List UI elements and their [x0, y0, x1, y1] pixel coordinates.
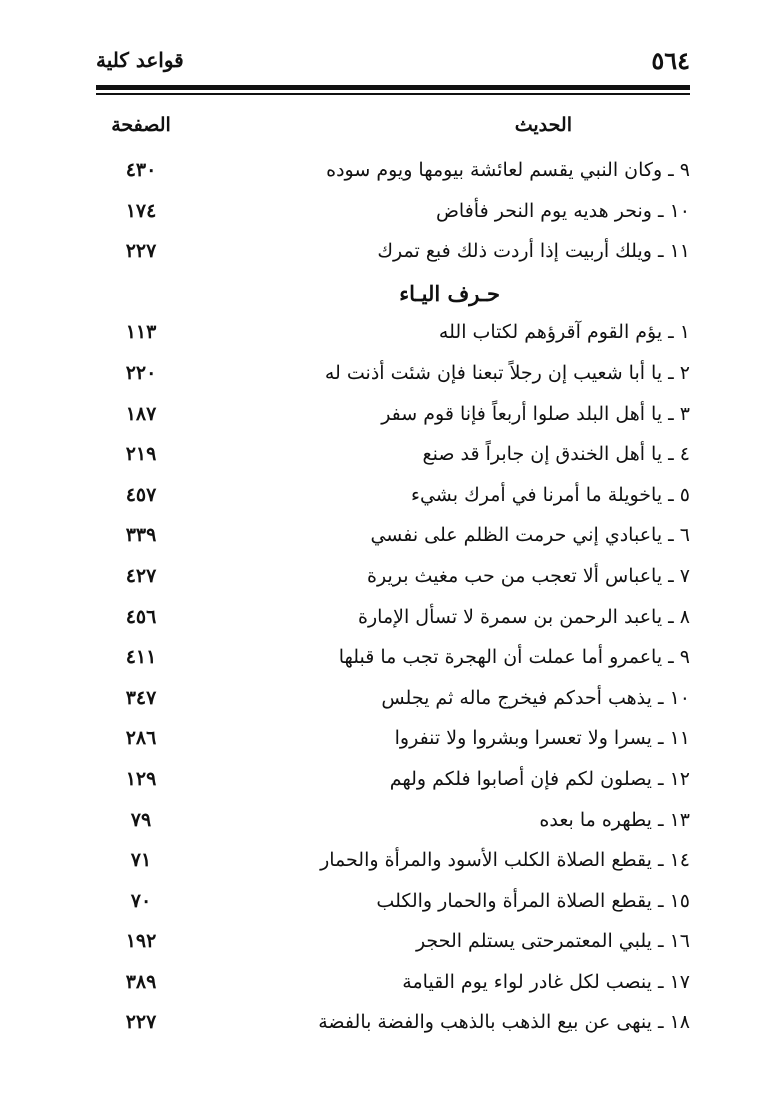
page-reference: ٢٢٠	[125, 361, 157, 384]
page-reference: ٢١٩	[125, 443, 157, 466]
index-row	[96, 886, 690, 927]
page-header	[96, 42, 690, 82]
hadith-text: ١٦ ـ يلبي المعتمرحتى يستلم الحجر	[415, 930, 690, 953]
page-reference: ٤٢٧	[125, 564, 157, 587]
page-reference: ٧١	[130, 849, 152, 872]
index-row	[96, 520, 690, 561]
index-row	[96, 561, 690, 602]
hadith-text: ٤ ـ يا أهل الخندق إن جابراً قد صنع	[422, 443, 690, 466]
hadith-text: ٩ ـ وكان النبي يقسم لعائشة بيومها ويوم سوده	[326, 159, 690, 181]
index-row	[96, 480, 690, 521]
hadith-text: ٦ ـ ياعبادي إني حرمت الظلم على نفسي	[370, 524, 690, 547]
hadith-text: ٨ ـ ياعبد الرحمن بن سمرة لا تسأل الإمارة	[358, 605, 690, 628]
index-row	[96, 602, 690, 643]
index-row	[96, 236, 690, 277]
hadith-text: ٥ ـ ياخويلة ما أمرنا في أمرك بشيء	[411, 483, 690, 506]
index-row	[96, 926, 690, 967]
index-row	[96, 805, 690, 846]
hadith-text: ١٧ ـ ينصب لكل غادر لواء يوم القيامة	[402, 970, 690, 993]
page-reference: ٤١١	[125, 646, 157, 669]
page-reference: ١٨٧	[125, 402, 157, 425]
page-reference: ٤٣٠	[125, 159, 157, 181]
index-row	[96, 439, 690, 480]
page-reference: ١٧٤	[125, 199, 157, 222]
hadith-text: ١٢ ـ يصلون لكم فإن أصابوا فلكم ولهم	[389, 767, 690, 790]
page-reference: ٢٢٧	[125, 240, 157, 263]
index-row	[96, 1007, 690, 1048]
page-reference: ٣٨٩	[125, 970, 157, 993]
page-reference: ١٢٩	[125, 767, 157, 790]
hadith-text: ١١ ـ يسرا ولا تعسرا وبشروا ولا تنفروا	[394, 727, 690, 750]
page-reference: ٤٥٧	[125, 483, 157, 506]
index-row	[96, 683, 690, 724]
hadith-text: ١٠ ـ يذهب أحدكم فيخرج ماله ثم يجلس	[381, 686, 690, 709]
column-header-hadith: الحديث	[514, 114, 572, 136]
hadith-text: ١٣ ـ يطهره ما بعده	[539, 808, 690, 831]
index-row	[96, 967, 690, 1008]
section-title: حـرف اليـاء	[399, 280, 500, 306]
index-row	[96, 764, 690, 805]
running-title: قواعد كلية	[96, 48, 184, 72]
page-reference: ١٩٢	[125, 930, 157, 953]
section-heading	[96, 277, 690, 318]
column-header-page: الصفحة	[111, 114, 171, 136]
hadith-text: ٢ ـ يا أبا شعيب إن رجلاً تبعنا فإن شئت أذنت له	[324, 361, 690, 384]
page-reference: ٢٨٦	[125, 727, 157, 750]
hadith-text: ٩ ـ ياعمرو أما عملت أن الهجرة تجب ما قبلها	[338, 646, 690, 669]
index-row	[96, 399, 690, 440]
index-row	[96, 196, 690, 237]
hadith-text: ٧ ـ ياعباس ألا تعجب من حب مغيث بريرة	[367, 564, 690, 587]
page-reference: ٧٠	[130, 889, 152, 912]
index-list	[96, 155, 690, 1048]
index-row	[96, 155, 690, 196]
hadith-text: ١ ـ يؤم القوم آقرؤهم لكتاب الله	[438, 321, 690, 344]
page-reference: ٢٢٧	[125, 1011, 157, 1034]
hadith-text: ١٨ ـ ينهى عن بيع الذهب بالذهب والفضة بالفضة	[318, 1011, 690, 1034]
page-reference: ٤٥٦	[125, 605, 157, 628]
index-row	[96, 317, 690, 358]
header-rule-thick	[96, 85, 690, 90]
page-reference: ٣٣٩	[125, 524, 157, 547]
page-number: ٥٦٤	[651, 46, 690, 75]
index-row	[96, 358, 690, 399]
index-row	[96, 642, 690, 683]
index-row	[96, 723, 690, 764]
index-row	[96, 845, 690, 886]
page-reference: ٣٤٧	[125, 686, 157, 709]
hadith-text: ١٠ ـ ونحر هديه يوم النحر فأفاض	[435, 199, 690, 222]
hadith-text: ٣ ـ يا أهل البلد صلوا أربعاً فإنا قوم سفر	[381, 402, 690, 425]
hadith-text: ١٤ ـ يقطع الصلاة الكلب الأسود والمرأة والحمار	[320, 849, 690, 872]
page-reference: ١١٣	[125, 321, 157, 344]
hadith-text: ١١ ـ ويلك أربيت إذا أردت ذلك فبع تمرك	[377, 240, 690, 263]
header-rule-thin	[96, 93, 690, 95]
page-reference: ٧٩	[130, 808, 152, 831]
hadith-text: ١٥ ـ يقطع الصلاة المرأة والحمار والكلب	[376, 889, 690, 912]
